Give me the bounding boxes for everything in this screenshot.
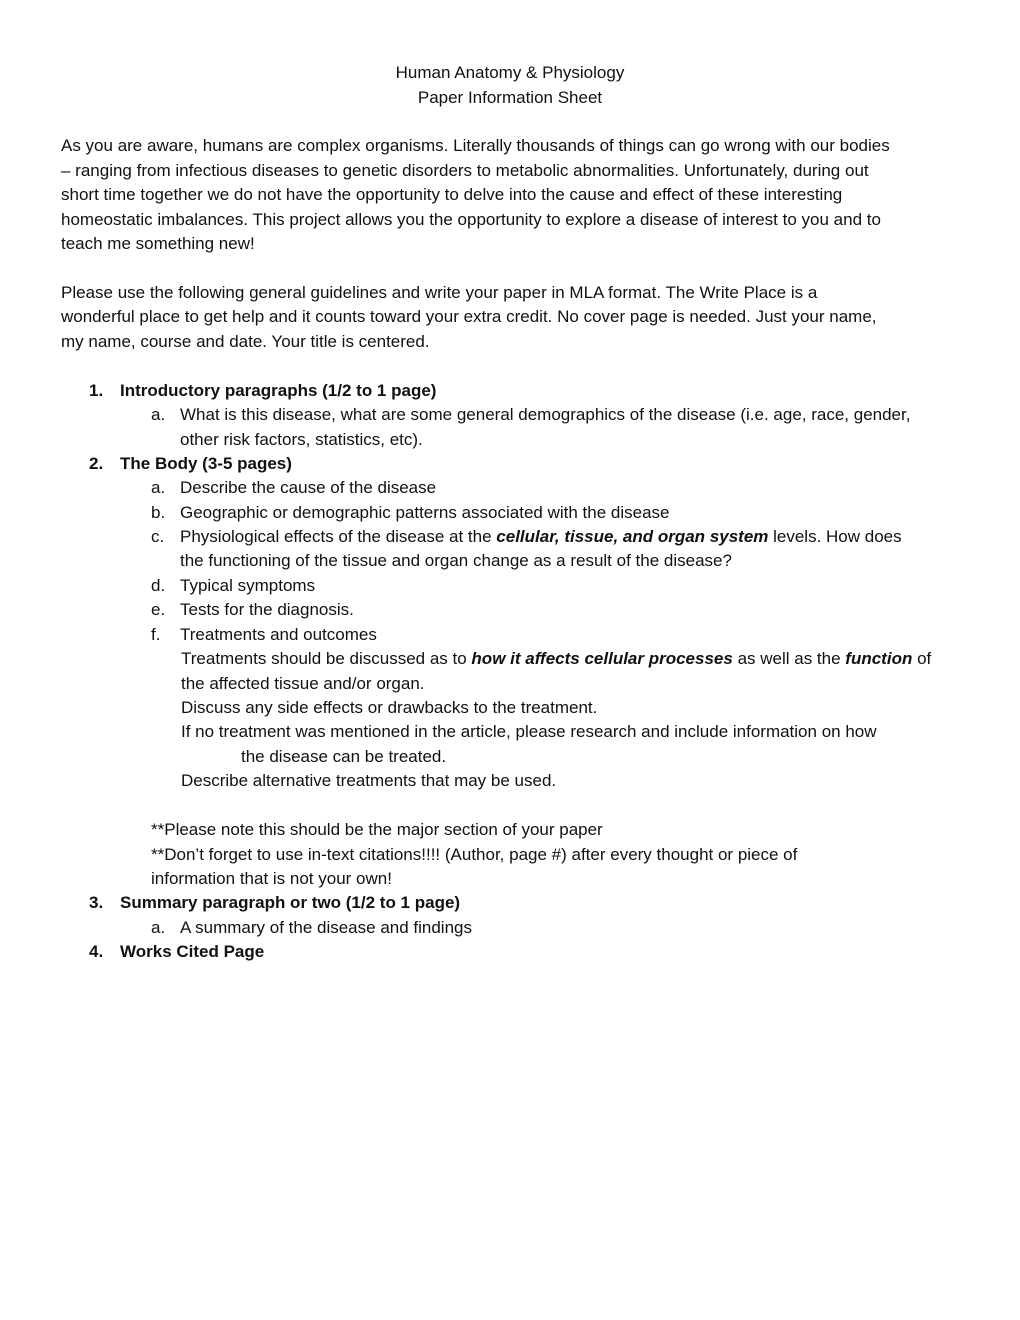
section-number: 2. — [89, 454, 104, 473]
item-text: other risk factors, statistics, etc). — [180, 430, 423, 449]
item-letter: e. — [151, 600, 166, 619]
item-text: A summary of the disease and findings — [180, 918, 472, 937]
item-detail: Describe alternative treatments that may be used. — [181, 771, 557, 790]
item-text — [180, 525, 902, 549]
item-text: Geographic or demographic patterns associated with the disease — [180, 503, 670, 522]
guidelines-line: my name, course and date. Your title is centered. — [61, 332, 430, 351]
guidelines-line: wonderful place to get help and it counts toward your extra credit. No cover page is needed. Just your name, — [61, 307, 877, 326]
text-run: of — [912, 649, 932, 668]
item-letter: a. — [151, 405, 166, 424]
section-heading: Works Cited Page — [120, 942, 265, 961]
item-letter: a. — [151, 918, 166, 937]
emphasis-text: function — [845, 649, 913, 668]
guidelines-line: Please use the following general guidelines and write your paper in MLA format. The Write Place is a — [61, 283, 818, 302]
emphasis-text: how it affects cellular processes — [471, 649, 733, 668]
note-text: **Don’t forget to use in-text citations!!!! (Author, page #) after every thought or piece of — [151, 845, 798, 864]
item-detail: the disease can be treated. — [241, 747, 447, 766]
item-text: the functioning of the tissue and organ change as a result of the disease? — [180, 551, 732, 570]
item-text: Treatments and outcomes — [180, 625, 377, 644]
item-text: Describe the cause of the disease — [180, 478, 437, 497]
text-run: Treatments should be discussed as to — [181, 649, 472, 668]
section-number: 4. — [89, 942, 104, 961]
emphasis-text: cellular, tissue, and organ system — [496, 527, 769, 546]
section-heading: Summary paragraph or two (1/2 to 1 page) — [120, 893, 461, 912]
text-run: Physiological effects of the disease at the — [180, 527, 497, 546]
item-letter: b. — [151, 503, 166, 522]
intro-line: homeostatic imbalances. This project allows you the opportunity to explore a disease of interest to you and to — [61, 210, 881, 229]
item-text: Tests for the diagnosis. — [180, 600, 354, 619]
section-number: 3. — [89, 893, 104, 912]
section-heading: The Body (3-5 pages) — [120, 454, 292, 473]
item-text: Typical symptoms — [180, 576, 316, 595]
section-heading: Introductory paragraphs (1/2 to 1 page) — [120, 381, 437, 400]
item-detail: Discuss any side effects or drawbacks to the treatment. — [181, 698, 598, 717]
document-subtitle: Paper Information Sheet — [417, 88, 603, 107]
document-title: Human Anatomy & Physiology — [395, 63, 625, 82]
section-number: 1. — [89, 381, 104, 400]
item-detail: If no treatment was mentioned in the article, please research and include information on how — [181, 722, 877, 741]
item-letter: f. — [151, 625, 161, 644]
item-detail — [181, 647, 931, 671]
note-text: **Please note this should be the major section of your paper — [151, 820, 603, 839]
item-text: What is this disease, what are some general demographics of the disease (i.e. age, race, gender, — [180, 405, 911, 424]
item-letter: d. — [151, 576, 166, 595]
item-detail: the affected tissue and/or organ. — [181, 674, 425, 693]
note-text: information that is not your own! — [151, 869, 392, 888]
item-letter: a. — [151, 478, 166, 497]
item-letter: c. — [151, 527, 165, 546]
intro-line: short time together we do not have the opportunity to delve into the cause and effect of these interesting — [61, 185, 843, 204]
text-run: levels. How does — [768, 527, 902, 546]
intro-line: teach me something new! — [61, 234, 255, 253]
text-run: as well as the — [732, 649, 846, 668]
intro-line: – ranging from infectious diseases to genetic disorders to metabolic abnormalities. Unfortunately, during out — [61, 161, 869, 180]
intro-line: As you are aware, humans are complex organisms. Literally thousands of things can go wrong with our bodies — [61, 136, 890, 155]
